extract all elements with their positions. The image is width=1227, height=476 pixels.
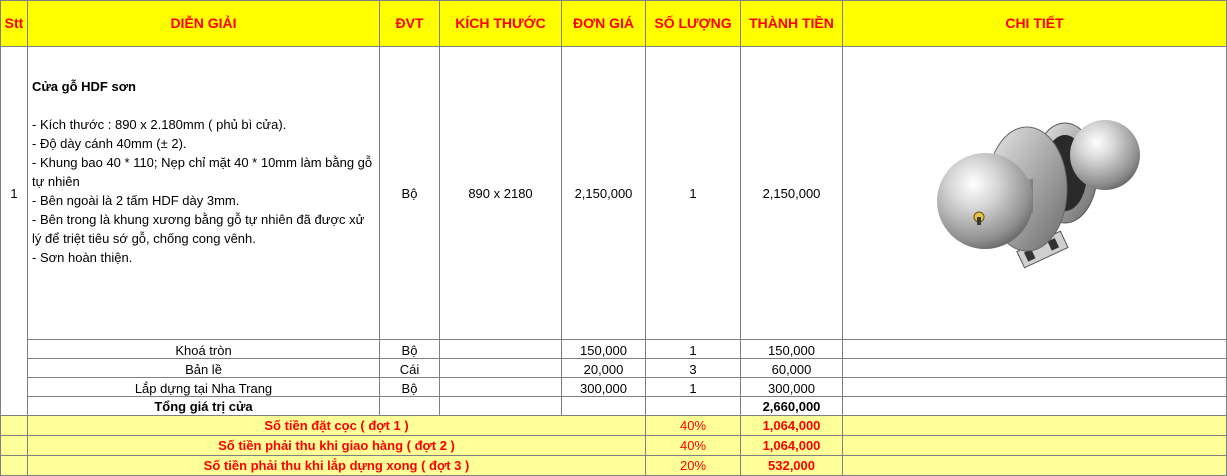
payment-amount[interactable]: 1,064,000 <box>741 436 843 456</box>
door-knob-lock-image <box>915 93 1155 293</box>
header-row <box>1 1 1227 47</box>
cell-unit-price[interactable]: 20,000 <box>562 359 646 378</box>
cell-unit-price[interactable]: 300,000 <box>562 378 646 397</box>
cell-amount[interactable]: 150,000 <box>741 340 843 359</box>
header-unit-price[interactable]: ĐƠN GIÁ <box>562 1 646 47</box>
cell-stt[interactable]: 1 <box>1 47 28 340</box>
payment-label[interactable]: Số tiền phải thu khi giao hàng ( đợt 2 ) <box>28 436 646 456</box>
payment-label[interactable]: Số tiền phải thu khi lắp dựng xong ( đợt 3 ) <box>28 456 646 476</box>
payment-amount[interactable]: 532,000 <box>741 456 843 476</box>
total-amount[interactable]: 2,660,000 <box>741 397 843 416</box>
cell-quantity[interactable]: 1 <box>646 340 741 359</box>
cell-amount[interactable]: 300,000 <box>741 378 843 397</box>
payment-percent[interactable]: 40% <box>646 416 741 436</box>
cell-description[interactable]: Bản lề <box>28 359 380 378</box>
desc-line: - Độ dày cánh 40mm (± 2). <box>32 136 187 151</box>
cell-stt[interactable] <box>1 340 28 359</box>
cell-amount[interactable]: 2,150,000 <box>741 47 843 340</box>
cell-description[interactable]: Khoá tròn <box>28 340 380 359</box>
cell-unit-price[interactable]: 2,150,000 <box>562 47 646 340</box>
cell-detail[interactable] <box>843 416 1227 436</box>
header-amount[interactable]: THÀNH TIỀN <box>741 1 843 47</box>
cell-size[interactable] <box>440 397 562 416</box>
cell-detail[interactable] <box>843 340 1227 359</box>
cell-detail[interactable] <box>843 359 1227 378</box>
desc-line: - Bên ngoài là 2 tấm HDF dày 3mm. <box>32 193 240 208</box>
cell-stt[interactable] <box>1 359 28 378</box>
cell-description[interactable] <box>28 47 380 340</box>
desc-line: - Bên trong là khung xương bằng gỗ tự nhiên đã được xử lý để triệt tiêu sớ gỗ, chống cong vênh. <box>32 212 365 246</box>
cell-description[interactable]: Lắp dựng tại Nha Trang <box>28 378 380 397</box>
cell-stt[interactable] <box>1 416 28 436</box>
item-title: Cửa gỗ HDF sơn <box>32 79 136 94</box>
cell-size[interactable] <box>440 340 562 359</box>
cell-detail[interactable] <box>843 47 1227 340</box>
desc-line: - Khung bao 40 * 110; Nẹp chỉ mặt 40 * 10mm làm bằng gỗ tự nhiên <box>32 155 373 189</box>
payment-percent[interactable]: 20% <box>646 456 741 476</box>
total-label[interactable]: Tổng giá trị cửa <box>28 397 380 416</box>
cell-amount[interactable]: 60,000 <box>741 359 843 378</box>
cell-unit[interactable]: Cái <box>380 359 440 378</box>
desc-line: - Kích thước : 890 x 2.180mm ( phủ bì cửa). <box>32 117 287 132</box>
table-row <box>1 378 1227 397</box>
cell-unit[interactable]: Bộ <box>380 340 440 359</box>
cell-stt[interactable] <box>1 456 28 476</box>
cell-size[interactable]: 890 x 2180 <box>440 47 562 340</box>
cell-quantity[interactable]: 1 <box>646 47 741 340</box>
table-row <box>1 340 1227 359</box>
cell-stt[interactable] <box>1 397 28 416</box>
cell-stt[interactable] <box>1 378 28 397</box>
cell-detail[interactable] <box>843 378 1227 397</box>
cell-quantity[interactable]: 1 <box>646 378 741 397</box>
cell-quantity[interactable]: 3 <box>646 359 741 378</box>
table-row <box>1 359 1227 378</box>
payment-label[interactable]: Số tiền đặt cọc ( đợt 1 ) <box>28 416 646 436</box>
cell-unit-price[interactable]: 150,000 <box>562 340 646 359</box>
cell-unit[interactable]: Bộ <box>380 47 440 340</box>
cell-size[interactable] <box>440 359 562 378</box>
header-detail[interactable]: CHI TIẾT <box>843 1 1227 47</box>
cell-size[interactable] <box>440 378 562 397</box>
header-stt[interactable]: Stt <box>1 1 28 47</box>
desc-line: - Sơn hoàn thiện. <box>32 250 133 265</box>
header-unit[interactable]: ĐVT <box>380 1 440 47</box>
cell-detail[interactable] <box>843 456 1227 476</box>
cell-unit-price[interactable] <box>562 397 646 416</box>
cell-quantity[interactable] <box>646 397 741 416</box>
payment-percent[interactable]: 40% <box>646 436 741 456</box>
cell-unit[interactable] <box>380 397 440 416</box>
payment-row <box>1 416 1227 436</box>
cell-unit[interactable]: Bộ <box>380 378 440 397</box>
payment-row <box>1 456 1227 476</box>
cell-detail[interactable] <box>843 397 1227 416</box>
header-size[interactable]: KÍCH THƯỚC <box>440 1 562 47</box>
main-item-row <box>1 47 1227 340</box>
header-description[interactable]: DIỄN GIẢI <box>28 1 380 47</box>
payment-amount[interactable]: 1,064,000 <box>741 416 843 436</box>
header-quantity[interactable]: SỐ LƯỢNG <box>646 1 741 47</box>
total-row <box>1 397 1227 416</box>
